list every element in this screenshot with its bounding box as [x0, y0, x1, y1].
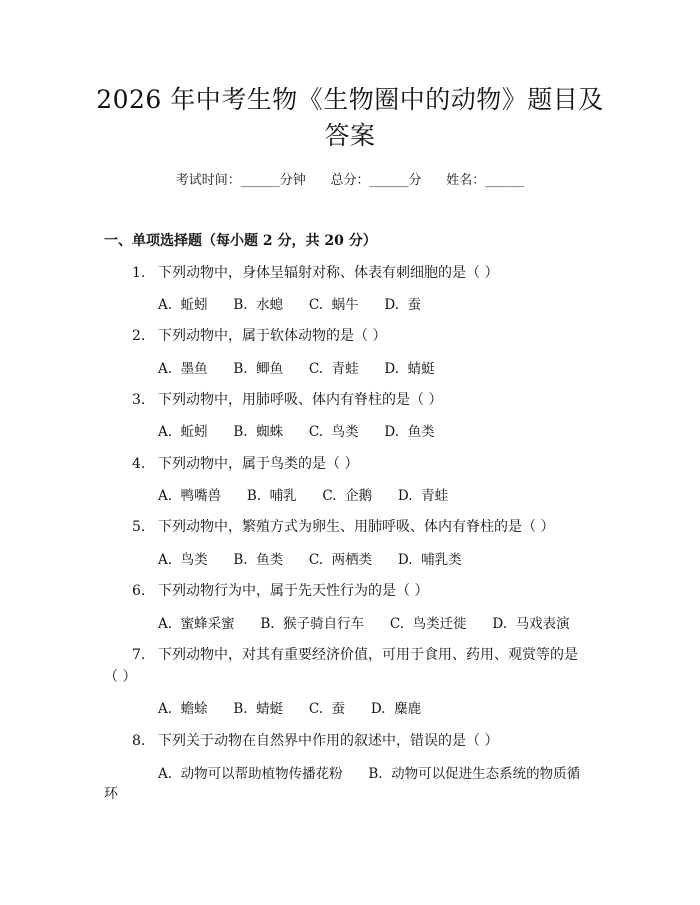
question-1 — [132, 262, 498, 282]
question-6-options: A. 蜜蜂采蜜 B. 猴子骑自行车 C. 鸟类迁徙 D. 马戏表演 — [158, 616, 570, 632]
question-stem: 下列动物中，属于软体动物的是（ ） — [158, 328, 387, 344]
question-stem: 下列动物中，对其有重要经济价值，可用于食用、药用、观赏等的是 — [158, 647, 578, 663]
question-3 — [132, 389, 442, 409]
question-3-options: A. 蚯蚓 B. 蜘蛛 C. 鸟类 D. 鱼类 — [158, 424, 435, 440]
title-line-2: 答案 — [324, 121, 376, 150]
question-7-stem-continued: （ ） — [104, 669, 137, 685]
question-4-options: A. 鸭嘴兽 B. 哺乳 C. 企鹅 D. 青蛙 — [158, 488, 449, 504]
question-1-options: A. 蚯蚓 B. 水螅 C. 蜗牛 D. 蚕 — [158, 297, 422, 313]
question-number: 3. — [132, 392, 146, 408]
question-7-options: A. 蟾蜍 B. 蜻蜓 C. 蚕 D. 麋鹿 — [158, 701, 422, 717]
question-number: 1. — [132, 265, 146, 281]
question-number: 7. — [132, 647, 146, 663]
question-stem: 下列动物中，用肺呼吸、体内有脊柱的是（ ） — [158, 392, 443, 408]
question-4 — [132, 453, 358, 473]
question-5 — [132, 516, 554, 536]
section-heading: 一、单项选择题（每小题 2 分，共 20 分） — [104, 233, 377, 249]
question-8-options-continued: 环 — [104, 786, 118, 802]
question-stem: 下列关于动物在自然界中作用的叙述中，错误的是（ ） — [158, 733, 499, 749]
question-6 — [132, 580, 428, 600]
question-number: 6. — [132, 583, 146, 599]
question-number: 2. — [132, 328, 146, 344]
question-8-options: A. 动物可以帮助植物传播花粉 B. 动物可以促进生态系统的物质循 — [158, 766, 581, 782]
exam-title — [95, 82, 605, 154]
question-stem: 下列动物中，身体呈辐射对称、体表有刺细胞的是（ ） — [158, 265, 499, 281]
question-stem: 下列动物行为中，属于先天性行为的是（ ） — [158, 583, 429, 599]
title-line-1: 2026 年中考生物《生物圈中的动物》题目及 — [96, 85, 604, 114]
question-number: 5. — [132, 519, 146, 535]
question-7 — [132, 644, 578, 664]
question-stem: 下列动物中，繁殖方式为卵生、用肺呼吸、体内有脊柱的是（ ） — [158, 519, 555, 535]
question-number: 8. — [132, 733, 146, 749]
question-5-options: A. 鸟类 B. 鱼类 C. 两栖类 D. 哺乳类 — [158, 552, 462, 568]
question-8 — [132, 730, 498, 750]
exam-meta: 考试时间：______分钟 总分：______分 姓名：______ — [175, 173, 525, 188]
question-2-options: A. 墨鱼 B. 鲫鱼 C. 青蛙 D. 蜻蜓 — [158, 361, 435, 377]
question-2 — [132, 325, 386, 345]
question-number: 4. — [132, 456, 146, 472]
question-stem: 下列动物中，属于鸟类的是（ ） — [158, 456, 359, 472]
